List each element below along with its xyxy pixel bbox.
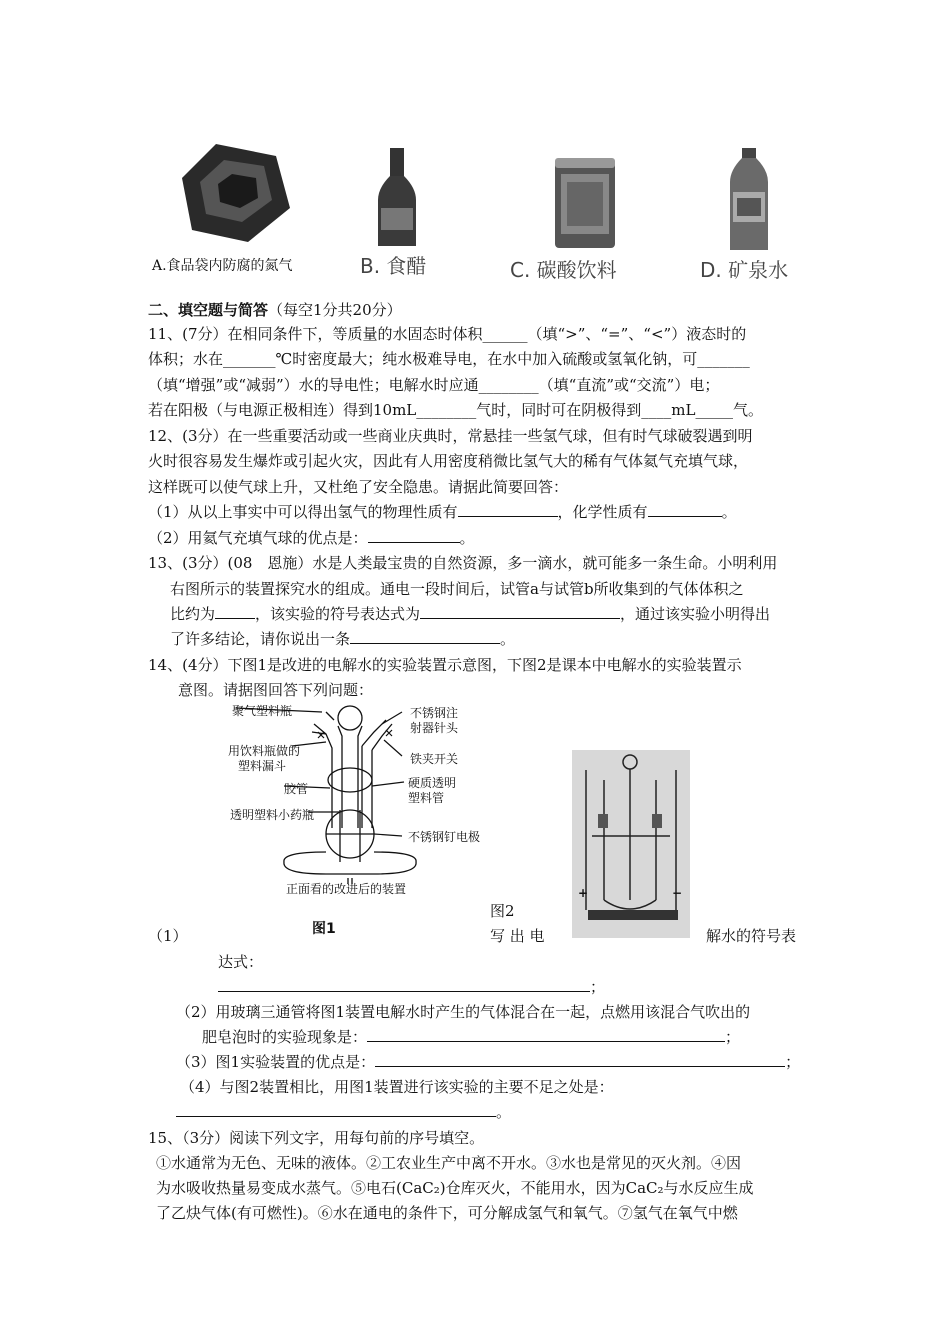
q14-sub-4-answer: [176, 1100, 511, 1124]
q14-sub-3-text: （3）图1实验装置的优点是：: [176, 1053, 376, 1071]
q14-sub-2-end: ；: [725, 1028, 741, 1046]
q14-blank-shortcoming[interactable]: [176, 1100, 496, 1117]
q14-line-1: 14、(4分）下图1是改进的电解水的实验装置示意图，下图2是课本中电解水的实验装置示: [148, 656, 742, 674]
fig1-caption: 图1: [312, 921, 336, 937]
q14-sub-1-text-c: 解水的符号表: [706, 927, 797, 945]
fig2-caption: 图2: [490, 902, 515, 920]
section-heading: [148, 298, 402, 322]
q13-blank-equation[interactable]: [420, 602, 620, 619]
option-c-caption: C. 碳酸饮料: [510, 258, 617, 282]
fig1-label-clamp: 铁夹开关: [410, 752, 459, 766]
q12-sub-2-text-a: （2）用氦气充填气球的优点是：: [148, 529, 368, 547]
fig1-label-needle-2: 射器针头: [410, 721, 459, 735]
q13-line-4-text-b: 。: [500, 630, 516, 648]
q12-line-2: 火时很容易发生爆炸或引起火灾，因此有人用密度稍微比氢气大的稀有气体氦气充填气球，: [148, 452, 749, 470]
q13-line-1: 13、(3分）(08 恩施）水是人类最宝贵的自然资源，多一滴水，就可能多一条生命。小明利用: [148, 554, 778, 572]
q13-line-4: [170, 627, 515, 651]
q14-blank-phenomenon[interactable]: [367, 1025, 725, 1042]
q13-blank-ratio[interactable]: [215, 602, 255, 619]
q14-sub-2-line-1: （2）用玻璃三通管将图1装置电解水时产生的气体混合在一起，点燃用该混合气吹出的: [176, 1003, 751, 1021]
fig2-plus: +: [578, 886, 589, 900]
option-a-caption: A.食品袋内防腐的氮气: [152, 258, 293, 274]
q14-sub-2-line-2: [202, 1025, 740, 1049]
q13-line-3-text-c: ，通过该实验小明得出: [620, 605, 771, 623]
q12-sub-1-text-a: （1）从以上事实中可以得出氢气的物理性质有: [148, 503, 458, 521]
option-b-image: [372, 148, 422, 252]
fig1-label-funnel-2: 塑料漏斗: [238, 759, 287, 773]
q11-line-1: 11、(7分）在相同条件下，等质量的水固态时体积______（填“>”、“=”、“<”）液态时的: [148, 325, 747, 343]
q11-line-3: （填“增强”或“减弱”）水的导电性；电解水时应通________（填“直流”或“交流”）电；: [148, 376, 720, 394]
q12-line-3: 这样既可以使气球上升，又杜绝了安全隐患。请据此简要回答：: [148, 478, 569, 496]
q14-sub-4-end: 。: [496, 1103, 512, 1121]
q12-sub-1: [148, 500, 737, 524]
q12-line-1: 12、(3分）在一些重要活动或一些商业庆典时，常悬挂一些氢气球，但有时气球破裂遇到明: [148, 427, 753, 445]
q15-line-1: 15、（3分）阅读下列文字，用每句前的序号填空。: [148, 1129, 485, 1147]
fig1-label-electrode: 不锈钢钉电极: [408, 830, 481, 844]
q14-line-2: 意图。请据图回答下列问题：: [178, 681, 374, 699]
q12-blank-advantage[interactable]: [368, 526, 460, 543]
option-d-caption: D. 矿泉水: [700, 258, 789, 282]
q14-sub-4: （4）与图2装置相比，用图1装置进行该实验的主要不足之处是：: [180, 1078, 614, 1096]
q11-line-4: 若在阳极（与电源正极相连）得到10mL________气时，同时可在阴极得到____mL_____气。: [148, 401, 763, 419]
q13-line-3-text-a: 比约为: [170, 605, 216, 623]
q14-sub-3-end: ；: [785, 1053, 801, 1071]
q14-blank-advantage[interactable]: [375, 1050, 785, 1067]
section-note: （每空1分共20分）: [268, 301, 402, 319]
q14-sub-1-prefix: （1）: [148, 927, 188, 945]
figure-1: [222, 702, 492, 942]
section-title: 二、填空题与简答: [148, 301, 269, 319]
q12-blank-physical[interactable]: [458, 500, 558, 517]
q12-sub-1-text-b: ，化学性质有: [557, 503, 648, 521]
q13-blank-conclusion[interactable]: [350, 627, 500, 644]
option-c-image: [553, 158, 617, 254]
q13-line-3-text-b: ，该实验的符号表达式为: [255, 605, 421, 623]
fig2-minus: −: [672, 886, 683, 900]
q14-sub-1-text-b: 写 出 电: [490, 927, 545, 945]
q14-blank-equation[interactable]: [218, 975, 590, 992]
fig1-label-bottom: 正面看的改进后的装置: [286, 882, 407, 896]
q14-sub-1-answer: [218, 975, 605, 999]
q14-sub-3: [176, 1050, 800, 1074]
fig1-label-medbottle: 透明塑料小药瓶: [230, 808, 315, 822]
option-b-caption: B. 食醋: [360, 254, 427, 278]
q14-sub-1-end: ；: [590, 978, 606, 996]
q12-sub-2: [148, 526, 475, 550]
q13-line-2: 右图所示的装置探究水的组成。通电一段时间后，试管a与试管b所收集到的气体体积之: [170, 580, 744, 598]
option-a-image: [178, 138, 298, 252]
q15-line-2: ①水通常为无色、无味的液体。②工农业生产中离不开水。③水也是常见的灭火剂。④因: [156, 1154, 742, 1172]
q14-sub-2-text: 肥皂泡时的实验现象是：: [202, 1028, 368, 1046]
figure-2-drawing: [572, 750, 690, 938]
option-d-image: [724, 148, 774, 256]
q14-sub-1-label: 达式：: [218, 953, 264, 971]
q12-sub-1-text-c: 。: [721, 503, 737, 521]
q13-line-4-text-a: 了许多结论，请你说出一条: [170, 630, 351, 648]
q12-blank-chemical[interactable]: [648, 500, 722, 517]
q11-line-2: 体积；水在_______℃时密度最大；纯水极难导电，在水中加入硫酸或氢氧化钠，可_______: [148, 350, 750, 368]
fig1-label-funnel-1: 用饮料瓶做的: [228, 744, 301, 758]
q15-line-3: 为水吸收热量易变成水蒸气。⑤电石(CaC₂)仓库灭火，不能用水，因为CaC₂与水反应生成: [156, 1179, 754, 1197]
fig1-label-bottle: 聚气塑料瓶: [232, 704, 293, 718]
fig1-label-hose: 胶管: [284, 782, 309, 796]
fig1-label-needle-1: 不锈钢注: [410, 706, 459, 720]
q13-line-3: [170, 602, 770, 626]
q15-line-4: 了乙炔气体(有可燃性)。⑥水在通电的条件下，可分解成氢气和氧气。⑦氢气在氧气中燃: [156, 1204, 738, 1222]
fig1-label-tube-1: 硬质透明: [408, 776, 457, 790]
q12-sub-2-text-b: 。: [459, 529, 475, 547]
fig1-label-tube-2: 塑料管: [408, 791, 445, 805]
figure-2: [572, 750, 690, 938]
